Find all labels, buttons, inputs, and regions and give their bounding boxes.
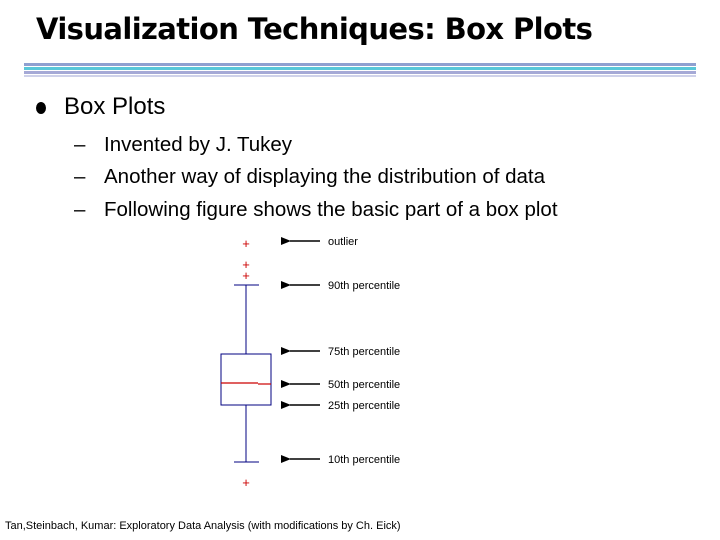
bullet-box-plots: Box Plots <box>64 93 166 120</box>
label-outlier: outlier <box>328 236 358 248</box>
label-90th-percentile: 90th percentile <box>328 280 401 292</box>
slide-title: Visualization Techniques: Box Plots <box>36 12 593 46</box>
iqr-box <box>221 354 271 405</box>
sub-bullet-text: Invented by J. Tukey <box>104 133 293 156</box>
outlier-marker: + <box>242 268 250 283</box>
outlier-marker: + <box>242 236 250 251</box>
dash-marker: – <box>74 165 86 188</box>
label-50th-percentile: 50th percentile <box>328 379 401 391</box>
outlier-marker: + <box>242 475 250 490</box>
label-10th-percentile: 10th percentile <box>328 454 401 466</box>
sub-bullet-text: Another way of displaying the distribution of data <box>104 165 546 188</box>
footer-citation: Tan,Steinbach, Kumar: Exploratory Data Analysis (with modifications by Ch. Eick) <box>5 520 401 532</box>
dash-marker: – <box>74 133 86 156</box>
label-75th-percentile: 75th percentile <box>328 346 401 358</box>
sub-bullet-text: Following figure shows the basic part of a box plot <box>104 198 558 221</box>
label-25th-percentile: 25th percentile <box>328 400 401 412</box>
dash-marker: – <box>74 198 86 221</box>
outlier-marker: + <box>242 257 250 272</box>
